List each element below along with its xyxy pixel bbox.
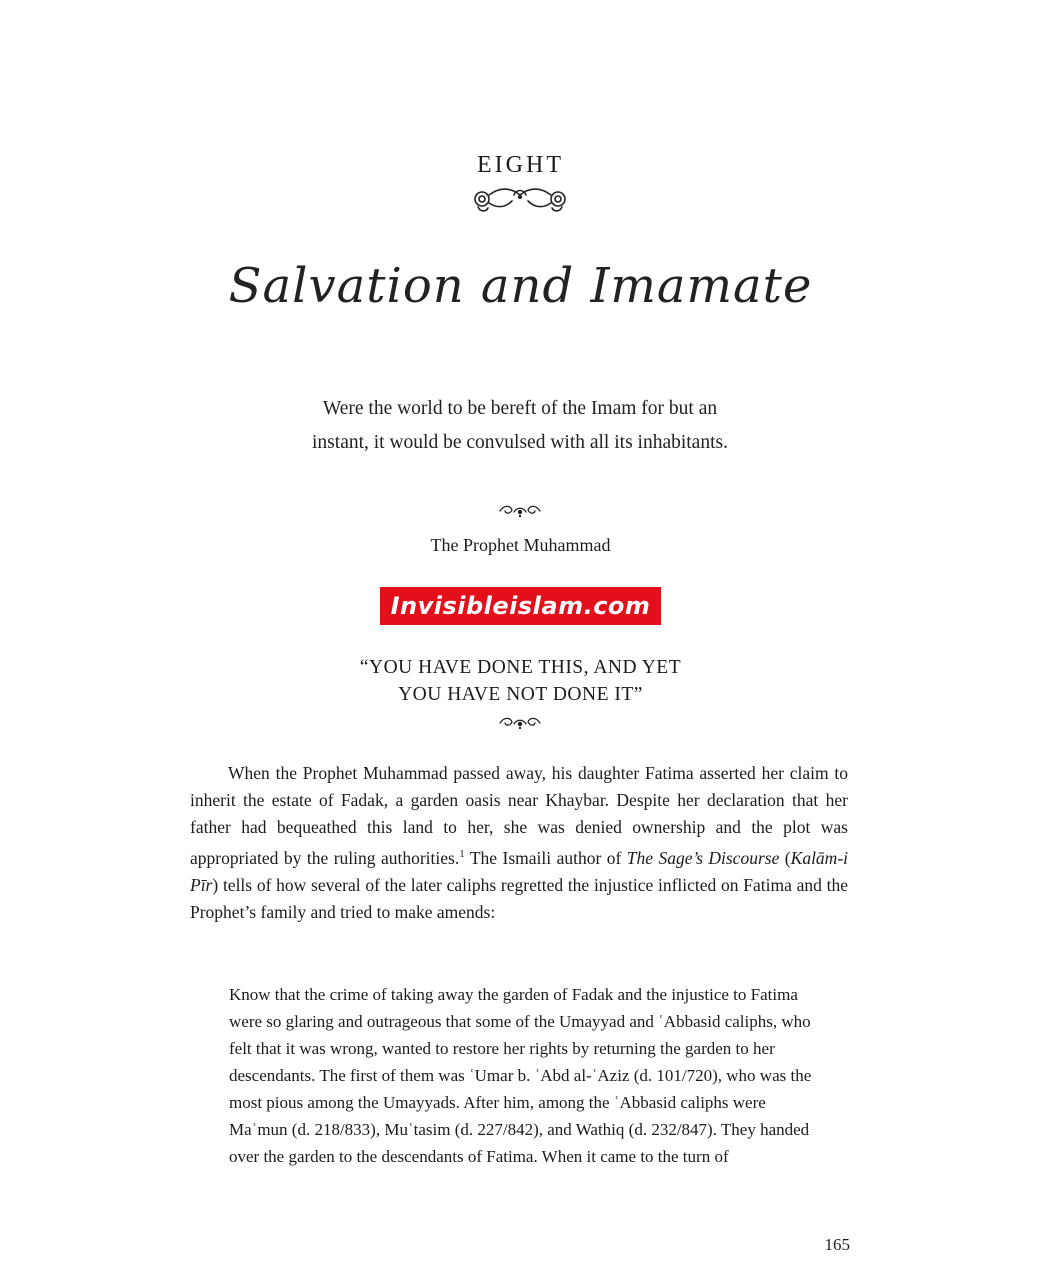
chapter-number: EIGHT (477, 152, 564, 178)
page-number: 165 (824, 1235, 850, 1254)
section-heading (0, 654, 1041, 708)
chapter-title: Salvation and Imamate (228, 258, 813, 314)
book-title: The Sage’s Discourse (626, 847, 780, 868)
book-title-original: Kalām-i Pīr (190, 847, 849, 895)
epigraph-quote: Were the world to be bereft of the Imam for but an instant, it would be convulsed with all its inhabitants. (312, 398, 728, 453)
paragraph-text: The Ismaili author of (464, 847, 627, 868)
paragraph-text: ( (779, 847, 791, 868)
epigraph-attribution: The Prophet Muhammad (430, 535, 611, 555)
section-heading-line: “YOU HAVE DONE THIS, AND YET (359, 657, 682, 678)
footnote-marker[interactable]: 1 (459, 848, 465, 860)
paragraph-text: ) tells of how several of the later caliphs regretted the injustice inflicted on Fatima and the Prophet’s family and tried to make amends: (190, 874, 848, 922)
scroll-ornament-icon (470, 183, 570, 215)
block-quote: Know that the crime of taking away the garden of Fadak and the injustice to Fatima were so glaring and outrageous that some of the Umayyad and ʿAbbasid caliphs, who felt that it was wrong, wanted to restore her rights by returning the garden to her descendants. The first of them was ʿUmar b. ʿAbd al-ʿAziz (d. 101/720), who was the most pious among the Umayyads. After him, among the ʿAbbasid caliphs were Maʾmun (d. 218/833), Muʿtasim (d. 227/842), and Wathiq (d. 232/847). They handed over the garden to the descendants of Fatima. When it came to the turn of (229, 985, 812, 1166)
section-heading-line: YOU HAVE NOT DONE IT” (398, 684, 643, 705)
paragraph-text: When the Prophet Muhammad passed away, his daughter Fatima asserted her claim to inherit the estate of Fadak, a garden oasis near Khaybar. Despite her declaration that her father had bequeathed this land to her, she was denied ownership and the plot was appropriated by the ruling authorities. (190, 763, 848, 868)
body-paragraph (190, 760, 848, 926)
watermark-banner: Invisibleislam.com (380, 587, 661, 625)
fleuron-icon (496, 503, 544, 519)
fleuron-icon (496, 715, 544, 731)
